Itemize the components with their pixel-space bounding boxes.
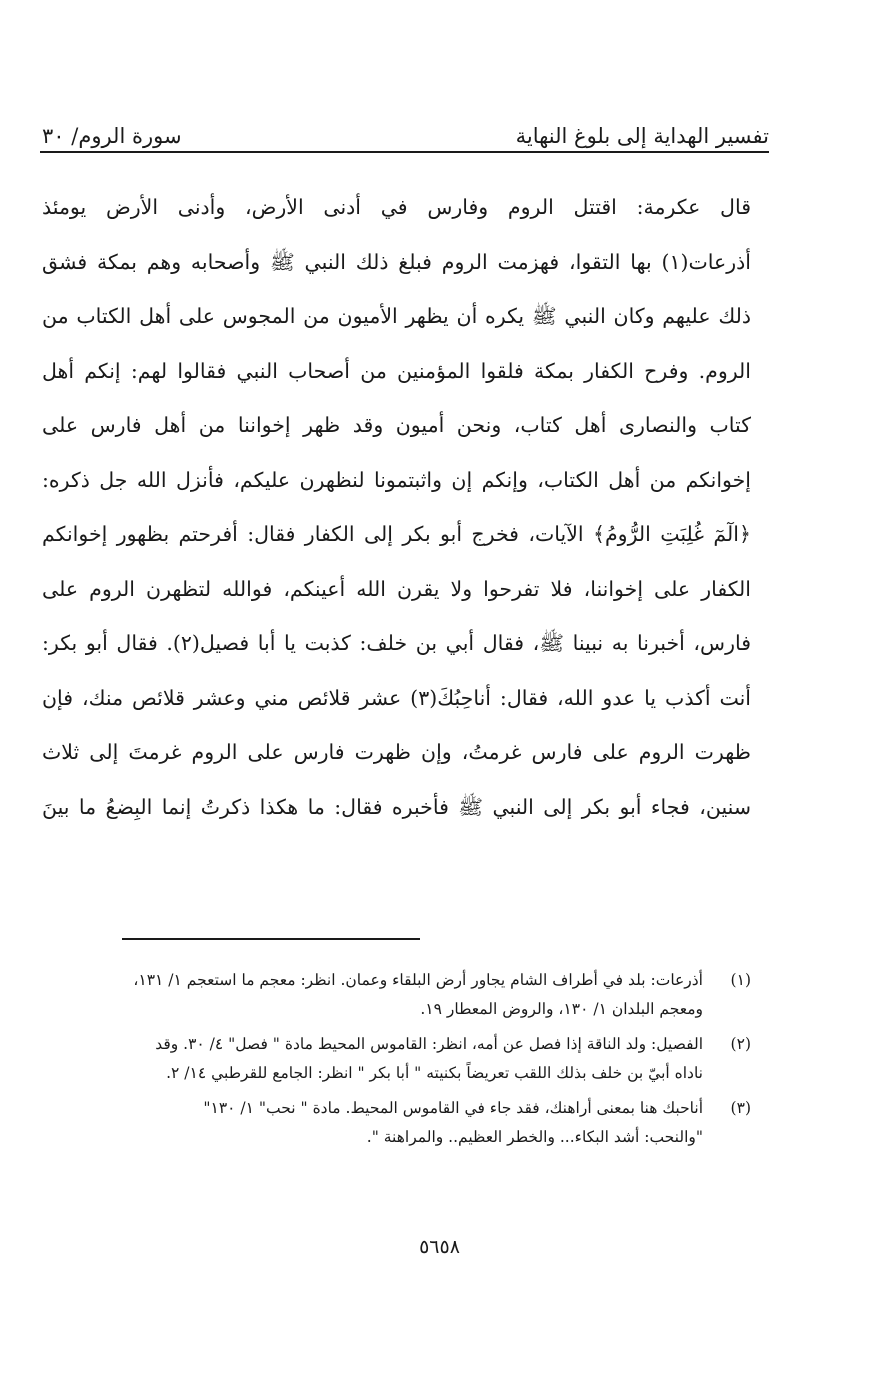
text-line: ذلك عليهم وكان النبي ﷺ يكره أن يظهر الأميون من المجوس على أهل الكتاب من (42, 304, 751, 328)
footnote-text (42, 966, 703, 1024)
text-line: الروم. وفرح الكفار بمكة فلقوا المؤمنين من أصحاب النبي فقالوا لهم: إنكم أهل (42, 358, 751, 383)
footnote-line: ومعجم البلدان ١/ ١٣٠، والروض المعطار ١٩. (420, 1000, 703, 1018)
text-line: ﴿الٓمٓ غُلِبَتِ الرُّومُ﴾ الآيات، فخرج أبو بكر إلى الكفار فقال: أفرحتم بظهور إخوانكم (42, 522, 751, 546)
text-line: الكفار على إخواننا، فلا تفرحوا ولا يقرن الله أعينكم، فوالله لتظهرن الروم على (42, 576, 751, 601)
surah-info: سورة الروم/ ٣٠ (42, 124, 182, 148)
footnote-1 (42, 966, 751, 1024)
footnote-line: أناحبك هنا بمعنى أراهنك، فقد جاء في القاموس المحيط. مادة " نحب" ١/ ١٣٠" (203, 1099, 703, 1117)
footnote-number: (٢) (730, 1035, 751, 1053)
footnote-number: (٣) (730, 1099, 751, 1117)
text-line: أذرعات(١) بها التقوا، فهزمت الروم فبلغ ذلك النبي ﷺ وأصحابه وهم بمكة فشق (42, 249, 751, 274)
text-line: أنت أكذب يا عدو الله، فقال: أناحِبُكَ(٣) عشر قلائص مني وعشر قلائص منك، فإن (42, 685, 751, 710)
footnotes (42, 966, 751, 1158)
book-title: تفسير الهداية إلى بلوغ النهاية (515, 124, 769, 148)
page-number: ٥٦٥٨ (419, 1236, 460, 1258)
text-line: قال عكرمة: اقتتل الروم وفارس في أدنى الأرض، وأدنى الأرض يومئذ (42, 195, 751, 219)
text-line: سنين، فجاء أبو بكر إلى النبي ﷺ فأخبره فقال: ما هكذا ذكرتُ إنما البِضعُ ما بينَ (42, 794, 751, 819)
footnote-text (42, 1094, 703, 1152)
footnote-line: الفصيل: ولد الناقة إذا فصل عن أمه، انظر: القاموس المحيط مادة " فصل" ٤/ ٣٠. وقد (155, 1035, 703, 1053)
text-line: إخوانكم من أهل الكتاب، وإنكم إن واثبتمونا لنظهرن عليكم، فأنزل الله جل ذكره: (42, 467, 751, 492)
footnote-text (42, 1030, 703, 1088)
footnote-line: "والنحب: أشد البكاء... والخطر العظيم.. والمراهنة ". (366, 1128, 703, 1146)
footnote-number: (١) (730, 971, 751, 989)
footnote-2 (42, 1030, 751, 1088)
main-text-body (42, 180, 751, 834)
running-header (42, 108, 769, 148)
header-divider (40, 151, 769, 153)
footnote-line: ناداه أبيّ بن خلف بذلك اللقب تعريضاً بكنيته " أبا بكر " انظر: الجامع للقرطبي ١٤/ ٢. (166, 1064, 703, 1082)
text-line: ظهرت الروم على فارس غرمتُ، وإن ظهرت فارس على الروم غرمتَ إلى ثلاث (42, 740, 751, 764)
text-line: كتاب والنصارى أهل كتاب، ونحن أميون وقد ظهر إخواننا من أهل فارس على (42, 413, 751, 437)
footnote-3 (42, 1094, 751, 1152)
text-line: فارس، أخبرنا به نبينا ﷺ، فقال أبي بن خلف: كذبت يا أبا فصيل(٢). فقال أبو بكر: (42, 631, 752, 655)
footnote-separator (122, 938, 420, 940)
footnote-line: أذرعات: بلد في أطراف الشام يجاور أرض البلقاء وعمان. انظر: معجم ما استعجم ١/ ١٣١، (133, 971, 703, 989)
